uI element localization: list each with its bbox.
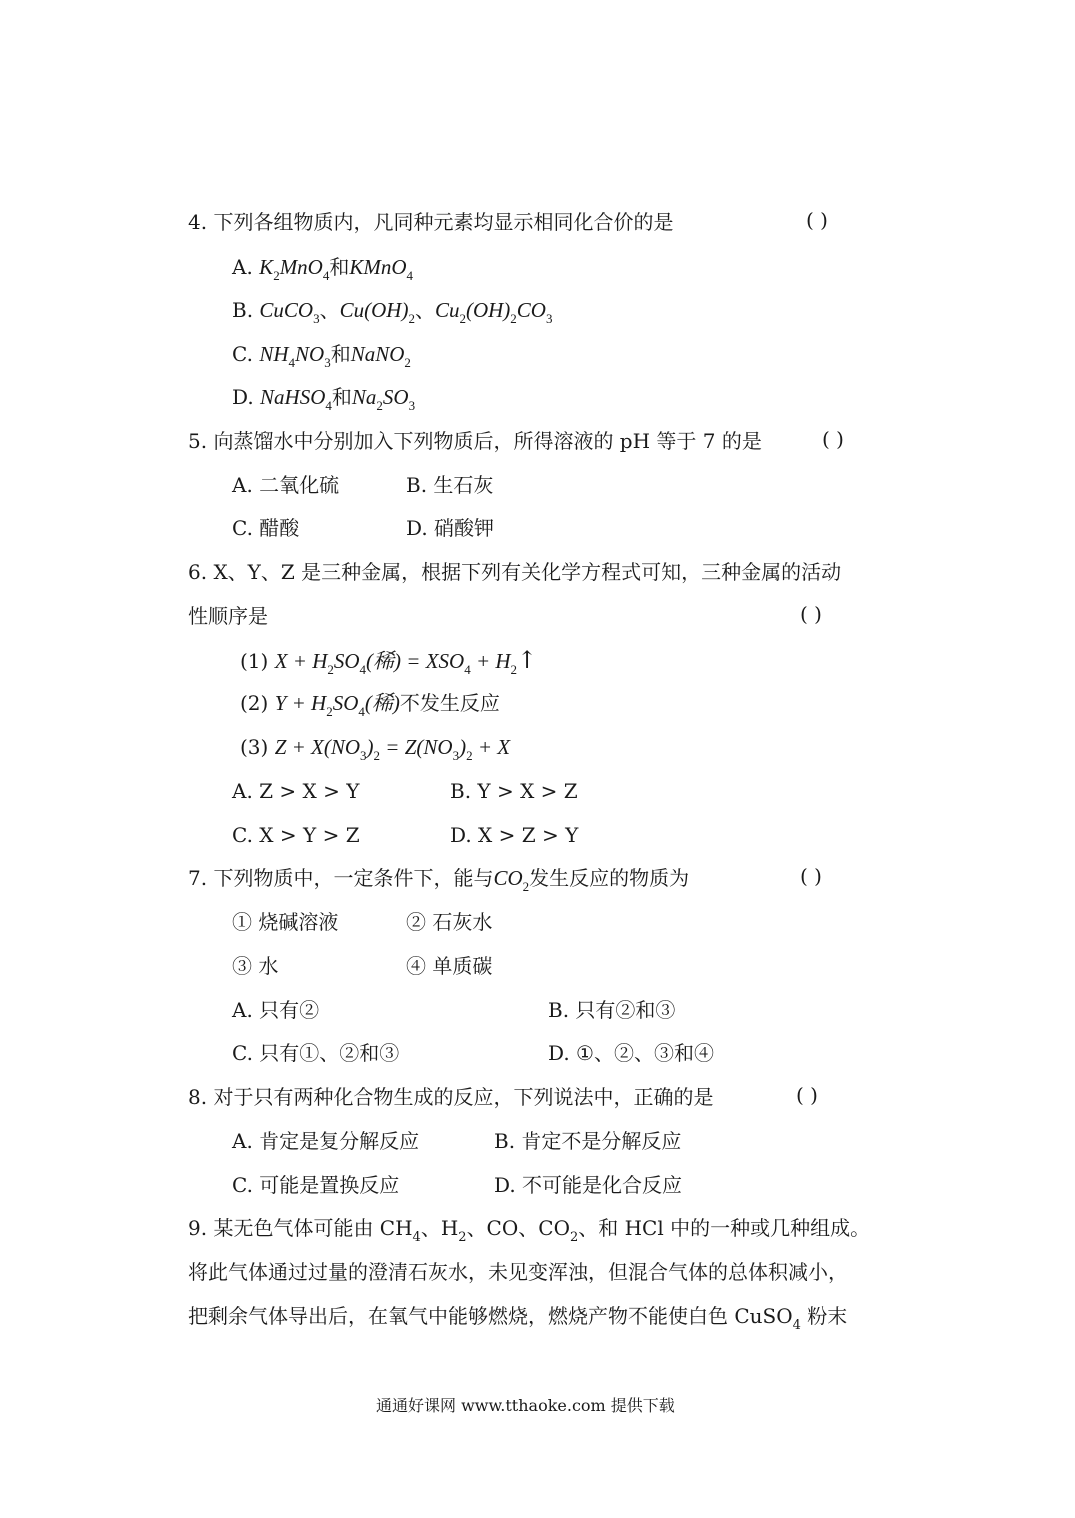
q6-option-a: A. Z > X > Y (232, 779, 360, 803)
q8-answer-blank: ( ) (796, 1083, 818, 1107)
q7-item-1: ① 烧碱溶液 (232, 910, 339, 934)
q6-option-d: D. X > Z > Y (450, 823, 579, 847)
q8-option-c: C. 可能是置换反应 (232, 1173, 400, 1197)
q8-option-a: A. 肯定是复分解反应 (232, 1129, 420, 1153)
q9-line-2: 将此气体通过过量的澄清石灰水，未见变浑浊，但混合气体的总体积减小， (188, 1260, 848, 1284)
q4-stem: 4. 下列各组物质内，凡同种元素均显示相同化合价的是 (188, 210, 674, 234)
q6-equation-2: (2) $Y + H_2SO_4$(稀)不发生反应 (240, 691, 500, 719)
q7-option-b: B. 只有②和③ (548, 998, 676, 1022)
q7-option-c: C. 只有①、②和③ (232, 1041, 400, 1065)
q7-option-a: A. 只有② (232, 998, 320, 1022)
q5-option-a: A. 二氧化硫 (232, 473, 340, 497)
q5-stem: 5. 向蒸馏水中分别加入下列物质后，所得溶液的 pH 等于 7 的是 (188, 429, 762, 453)
q6-answer-blank: ( ) (800, 602, 822, 626)
q5-answer-blank: ( ) (822, 427, 844, 451)
q9-line-3: 把剩余气体导出后，在氧气中能够燃烧，燃烧产物不能使白色 CuSO$_4$ 粉末 (188, 1304, 848, 1333)
q6-option-c: C. X > Y > Z (232, 823, 360, 847)
q4-option-d: D. NaHSO$_4$和$Na_2SO_3$ (232, 385, 416, 413)
q4-answer-blank: ( ) (806, 208, 828, 232)
q6-stem-line2: 性顺序是 (188, 604, 268, 628)
q7-answer-blank: ( ) (800, 864, 822, 888)
q4-option-a: A. $K_2MnO_4$和KMnO$_4$ (232, 255, 414, 283)
q5-option-c: C. 醋酸 (232, 516, 300, 540)
q6-stem-line1: 6. X、Y、Z 是三种金属，根据下列有关化学方程式可知，三种金属的活动 (188, 560, 842, 584)
q8-stem: 8. 对于只有两种化合物生成的反应，下列说法中，正确的是 (188, 1085, 714, 1109)
q5-option-d: D. 硝酸钾 (406, 516, 495, 540)
q4-option-b: B. CuCO$_3$、$Cu(OH)_2$、$Cu_2(OH)_2CO_3$ (232, 298, 553, 326)
q6-equation-3: (3) $Z + X(NO_3)_2 = Z(NO_3)_2 + X$ (240, 735, 511, 763)
q7-item-3: ③ 水 (232, 954, 279, 978)
q8-option-d: D. 不可能是化合反应 (494, 1173, 683, 1197)
page-footer: 通通好课网 www.tthaoke.com 提供下载 (376, 1396, 675, 1415)
q7-option-d: D. ①、②、③和④ (548, 1041, 714, 1065)
q8-option-b: B. 肯定不是分解反应 (494, 1129, 682, 1153)
q7-item-4: ④ 单质碳 (406, 954, 493, 978)
q6-equation-1: (1) $X + H_2SO_4$(稀) = $XSO_4$ + $H_2↑$ (240, 646, 538, 677)
q5-option-b: B. 生石灰 (406, 473, 494, 497)
q7-item-2: ② 石灰水 (406, 910, 493, 934)
q4-option-c: C. $NH_4NO_3$和NaNO$_2$ (232, 342, 411, 370)
q9-line-1: 9. 某无色气体可能由 $CH_4$、$H_2$、CO、$CO_2$、和 HCl 中的一种或几种组成。 (188, 1216, 871, 1245)
q7-stem: 7. 下列物质中，一定条件下，能与$CO_2$发生反应的物质为 (188, 866, 690, 894)
q6-option-b: B. Y > X > Z (450, 779, 578, 803)
